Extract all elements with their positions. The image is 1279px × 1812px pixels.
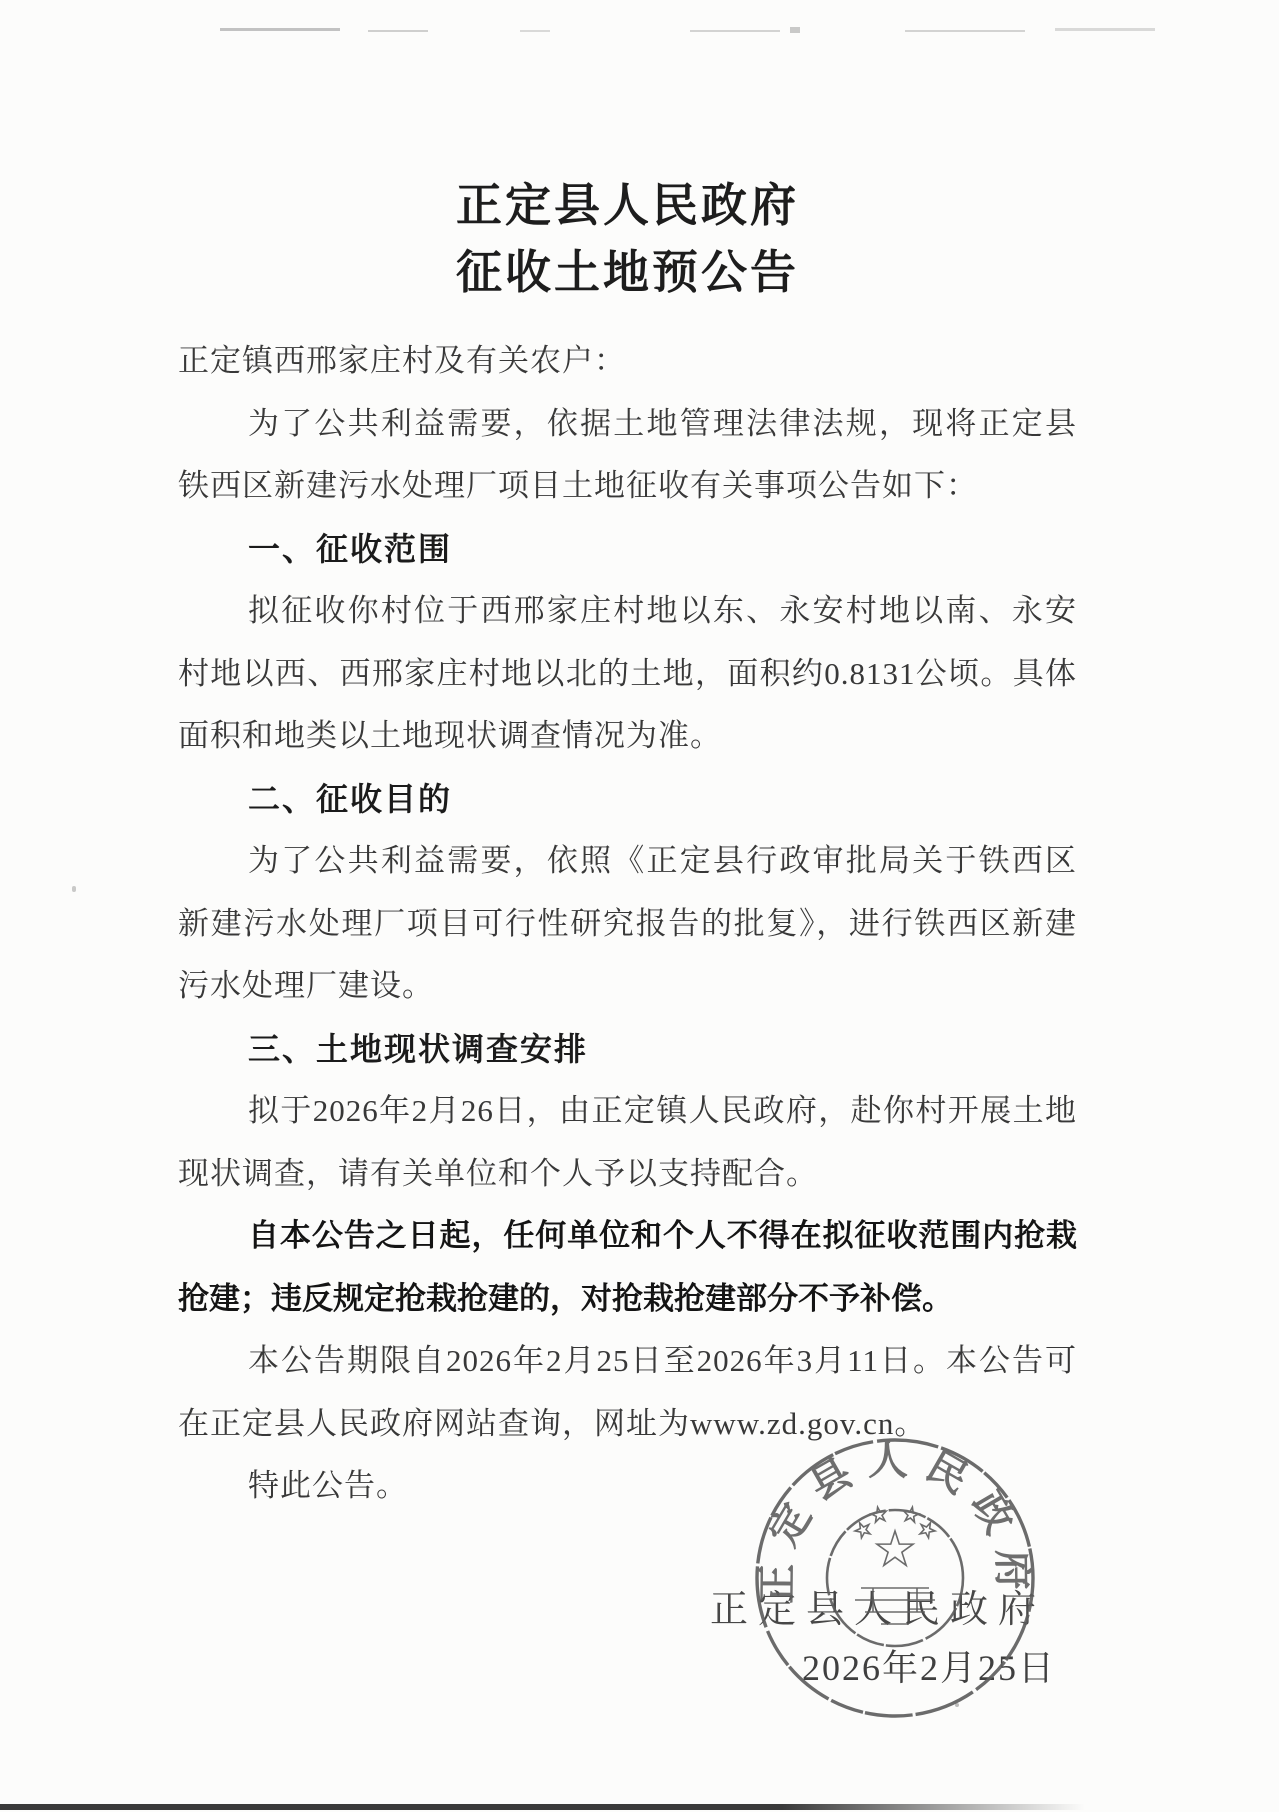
title-line-1: 正定县人民政府 <box>456 179 799 231</box>
section-3-body: 拟于2026年2月26日，由正定镇人民政府，赴你村开展土地现状调查，请有关单位和个人予以支持配合。 <box>178 1093 1077 1191</box>
scan-artifact <box>368 30 428 32</box>
warning-paragraph: 自本公告之日起，任何单位和个人不得在拟征收范围内抢栽抢建；违反规定抢栽抢建的，对抢栽抢建部分不予补偿。 <box>178 1218 1077 1316</box>
issue-date: 2026年2月25日 <box>802 1648 1057 1688</box>
section-3-heading: 三、土地现状调查安排 <box>248 1030 589 1067</box>
section-2-heading: 二、征收目的 <box>248 780 453 817</box>
validity-paragraph: 本公告期限自2026年2月25日至2026年3月11日。本公告可在正定县人民政府网站查询，网址为www.zd.gov.cn。 <box>178 1343 1077 1441</box>
scan-artifact <box>520 30 550 32</box>
scan-edge-artifact <box>0 1804 1085 1810</box>
scan-speck <box>72 886 76 892</box>
seal-emblem-stars <box>853 1506 938 1566</box>
section-2-body: 为了公共利益需要，依照《正定县行政审批局关于铁西区新建污水处理厂项目可行性研究报告的批复》，进行铁西区新建污水处理厂建设。 <box>178 843 1077 1003</box>
scan-artifact <box>1055 28 1155 31</box>
salutation: 正定镇西邢家庄村及有关农户： <box>178 343 626 378</box>
seal-emblem-gate <box>855 1588 935 1624</box>
section-1-body: 拟征收你村位于西邢家庄村地以东、永安村地以南、永安村地以西、西邢家庄村地以北的土地，面积约0.8131公顷。具体面积和地类以土地现状调查情况为准。 <box>178 593 1077 753</box>
official-seal <box>745 1428 1045 1728</box>
document-title <box>178 172 1077 306</box>
scan-artifact <box>905 30 1025 32</box>
scan-artifact <box>220 28 340 31</box>
intro-paragraph: 为了公共利益需要，依据土地管理法律法规，现将正定县铁西区新建污水处理厂项目土地征收有关事项公告如下： <box>178 405 1077 503</box>
seal-ring-text-holder <box>756 1439 1035 1604</box>
scan-artifact <box>790 27 800 33</box>
scan-artifact <box>690 30 780 32</box>
document-body <box>178 330 1077 1518</box>
title-line-2: 征收土地预公告 <box>456 246 799 298</box>
seal-ring-text: 正定县人民政府 <box>755 1438 1035 1604</box>
closing-line: 特此公告。 <box>248 1468 408 1503</box>
section-1-heading: 一、征收范围 <box>248 530 453 567</box>
issuer-name: 正定县人民政府 <box>710 1589 1047 1631</box>
